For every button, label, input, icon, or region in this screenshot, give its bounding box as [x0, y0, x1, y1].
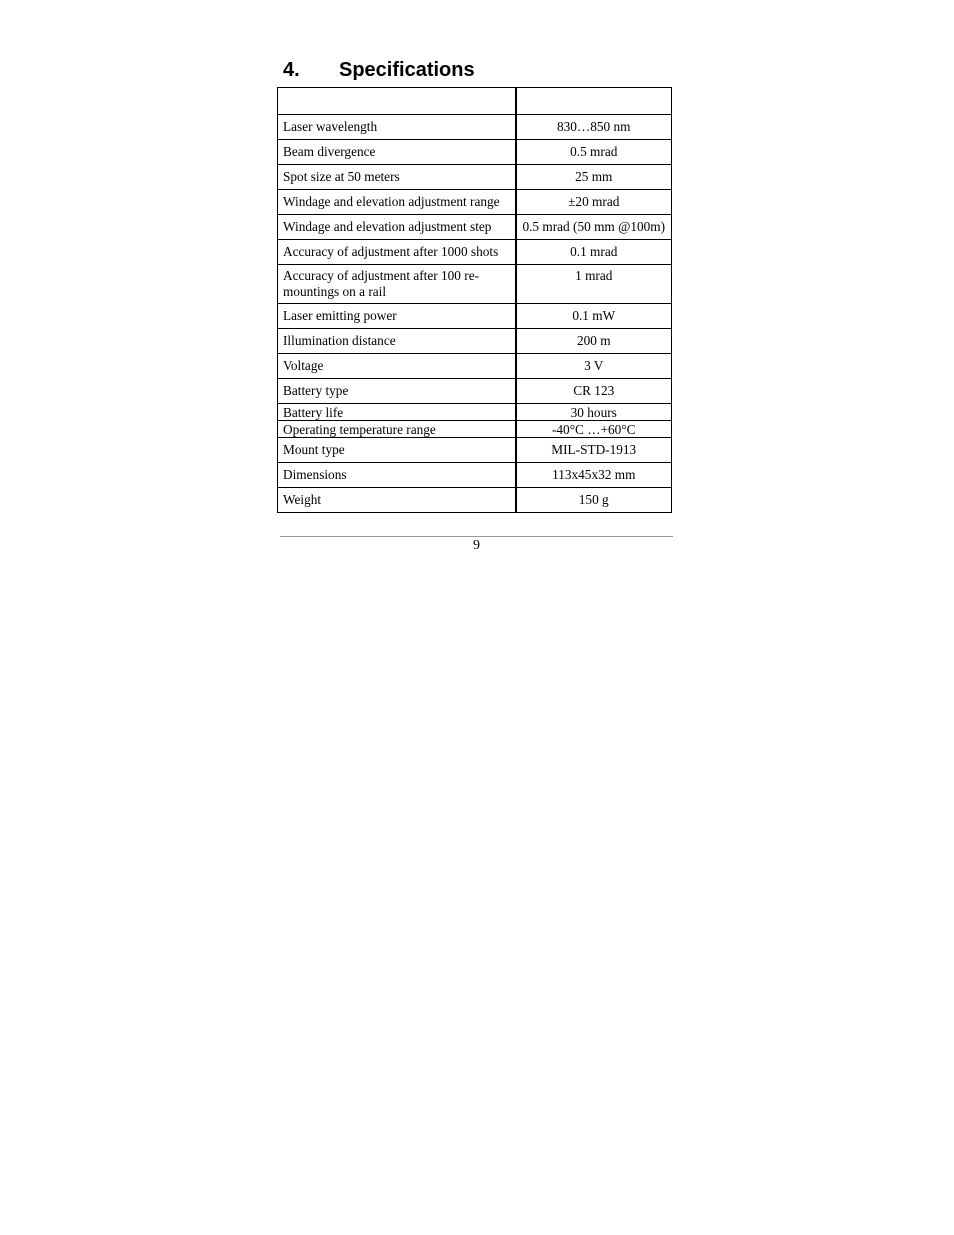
spec-label: Battery type	[278, 379, 516, 404]
table-row	[278, 165, 672, 190]
spec-value: -40°C …+60°C	[516, 421, 672, 438]
spec-value: 30 hours	[516, 404, 672, 421]
spec-label: Beam divergence	[278, 140, 516, 165]
header-cell-value	[516, 88, 672, 115]
spec-label: Spot size at 50 meters	[278, 165, 516, 190]
spec-value: 113x45x32 mm	[516, 463, 672, 488]
spec-value: CR 123	[516, 379, 672, 404]
spec-label: Accuracy of adjustment after 100 re-mountings on a rail	[278, 265, 516, 304]
table-row	[278, 354, 672, 379]
table-row	[278, 329, 672, 354]
spec-label: Laser emitting power	[278, 304, 516, 329]
spec-label: Dimensions	[278, 463, 516, 488]
footer-divider	[280, 536, 673, 537]
spec-label: Operating temperature range	[278, 421, 516, 438]
spec-value: 1 mrad	[516, 265, 672, 304]
spec-value: 830…850 nm	[516, 115, 672, 140]
spec-label: Laser wavelength	[278, 115, 516, 140]
page-number: 9	[473, 538, 480, 553]
table-row	[278, 265, 672, 304]
header-cell-parameter	[278, 88, 516, 115]
spec-value: MIL-STD-1913	[516, 438, 672, 463]
table-row	[278, 421, 672, 438]
table-header-row	[278, 88, 672, 115]
spec-value: 0.5 mrad (50 mm @100m)	[516, 215, 672, 240]
table-row	[278, 488, 672, 513]
spec-value: ±20 mrad	[516, 190, 672, 215]
table-row	[278, 240, 672, 265]
table-row	[278, 115, 672, 140]
spec-value: 0.1 mW	[516, 304, 672, 329]
table-row	[278, 215, 672, 240]
spec-value: 0.1 mrad	[516, 240, 672, 265]
table-row	[278, 304, 672, 329]
table-row	[278, 190, 672, 215]
table-row	[278, 379, 672, 404]
spec-label: Windage and elevation adjustment step	[278, 215, 516, 240]
spec-label: Voltage	[278, 354, 516, 379]
specifications-table	[277, 87, 672, 513]
spec-label: Windage and elevation adjustment range	[278, 190, 516, 215]
section-title: Specifications	[339, 59, 475, 81]
section-heading	[283, 58, 475, 82]
table-row	[278, 438, 672, 463]
table-row	[278, 140, 672, 165]
spec-value: 0.5 mrad	[516, 140, 672, 165]
spec-label: Accuracy of adjustment after 1000 shots	[278, 240, 516, 265]
table-row	[278, 463, 672, 488]
spec-label: Battery life	[278, 404, 516, 421]
spec-value: 150 g	[516, 488, 672, 513]
spec-label: Weight	[278, 488, 516, 513]
section-number: 4.	[283, 59, 300, 81]
spec-value: 25 mm	[516, 165, 672, 190]
spec-value: 200 m	[516, 329, 672, 354]
spec-label: Mount type	[278, 438, 516, 463]
table-row	[278, 404, 672, 421]
spec-label: Illumination distance	[278, 329, 516, 354]
spec-value: 3 V	[516, 354, 672, 379]
